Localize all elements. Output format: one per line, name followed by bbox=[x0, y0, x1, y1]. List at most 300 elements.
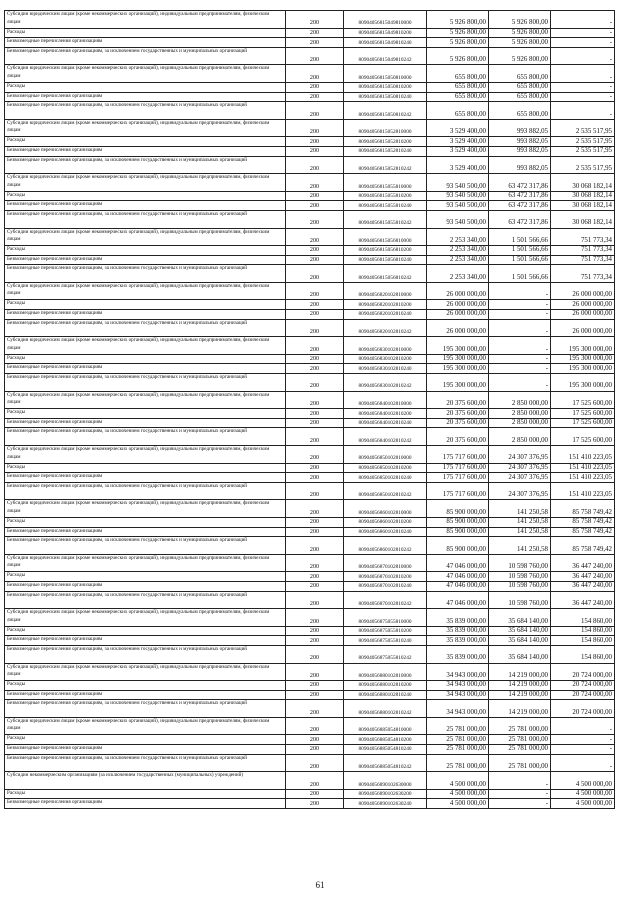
row-code-cell: 200 bbox=[286, 745, 344, 755]
row-code-cell: 200 bbox=[286, 28, 344, 38]
row-kbk-cell: 80904056815055810240 bbox=[344, 201, 427, 211]
row-assigned-cell: 2 253 340,00 bbox=[427, 265, 489, 283]
row-executed-cell: 1 501 566,66 bbox=[489, 246, 551, 256]
row-kbk-cell: 80904056870102810240 bbox=[344, 581, 427, 591]
row-name-cell: Субсидии юридическим лицам (кроме некоммерческих организаций), индивидуальным предпринимателям, физическим лицам bbox=[5, 554, 286, 572]
row-code-cell: 200 bbox=[286, 517, 344, 527]
row-assigned-cell: 93 540 500,00 bbox=[427, 210, 489, 228]
row-name-cell: Субсидии юридическим лицам (кроме некоммерческих организаций), индивидуальным предпринимателям, физическим лицам bbox=[5, 282, 286, 300]
row-kbk-cell: 80904056890102630240 bbox=[344, 799, 427, 809]
row-kbk-cell: 80904056815055810242 bbox=[344, 210, 427, 228]
row-code-cell: 200 bbox=[286, 735, 344, 745]
row-assigned-cell: 35 839 000,00 bbox=[427, 609, 489, 627]
row-kbk-cell: 80904056870102810242 bbox=[344, 591, 427, 609]
row-executed-cell: - bbox=[489, 354, 551, 364]
row-executed-cell: 655 800,00 bbox=[489, 65, 551, 83]
row-name-cell: Расходы bbox=[5, 409, 286, 419]
row-kbk-cell: 80904056885054810240 bbox=[344, 745, 427, 755]
row-executed-cell: 10 598 760,00 bbox=[489, 581, 551, 591]
row-kbk-cell: 80904056815050810000 bbox=[344, 65, 427, 83]
table-row bbox=[5, 690, 615, 700]
row-unexecuted-cell: 151 410 223,05 bbox=[551, 463, 615, 473]
row-executed-cell: 35 684 140,00 bbox=[489, 626, 551, 636]
row-assigned-cell: 34 943 000,00 bbox=[427, 690, 489, 700]
row-unexecuted-cell: 26 000 000,00 bbox=[551, 310, 615, 320]
row-kbk-cell: 80904056815049810240 bbox=[344, 38, 427, 48]
row-unexecuted-cell: 17 525 600,00 bbox=[551, 391, 615, 409]
row-executed-cell: - bbox=[489, 364, 551, 374]
table-row bbox=[5, 11, 615, 29]
table-row bbox=[5, 354, 615, 364]
row-code-cell: 200 bbox=[286, 717, 344, 735]
row-name-cell: Безвозмездные перечисления организациям bbox=[5, 745, 286, 755]
table-row bbox=[5, 174, 615, 192]
row-kbk-cell: 80904056830102810242 bbox=[344, 374, 427, 392]
table-row bbox=[5, 102, 615, 120]
row-code-cell: 200 bbox=[286, 690, 344, 700]
row-executed-cell: 655 800,00 bbox=[489, 82, 551, 92]
row-name-cell: Субсидии юридическим лицам (кроме некоммерческих организаций), индивидуальным предпринимателям, физическим лицам bbox=[5, 65, 286, 83]
row-assigned-cell: 34 943 000,00 bbox=[427, 663, 489, 681]
row-name-cell: Расходы bbox=[5, 137, 286, 147]
table-row bbox=[5, 700, 615, 718]
row-code-cell: 200 bbox=[286, 191, 344, 201]
row-executed-cell: 993 882,05 bbox=[489, 119, 551, 137]
row-kbk-cell: 80904056850102810242 bbox=[344, 482, 427, 500]
row-name-cell: Расходы bbox=[5, 463, 286, 473]
row-code-cell: 200 bbox=[286, 772, 344, 790]
row-code-cell: 200 bbox=[286, 156, 344, 174]
row-assigned-cell: 2 253 340,00 bbox=[427, 255, 489, 265]
row-name-cell: Безвозмездные перечисления организациям, за исключением государственных и муниципальных организаций bbox=[5, 591, 286, 609]
row-unexecuted-cell: 85 758 749,42 bbox=[551, 517, 615, 527]
row-unexecuted-cell: 2 535 517,95 bbox=[551, 146, 615, 156]
row-name-cell: Расходы bbox=[5, 300, 286, 310]
row-executed-cell: - bbox=[489, 310, 551, 320]
row-name-cell: Безвозмездные перечисления организациям bbox=[5, 527, 286, 537]
row-assigned-cell: 35 839 000,00 bbox=[427, 626, 489, 636]
row-unexecuted-cell: 26 000 000,00 bbox=[551, 319, 615, 337]
table-row bbox=[5, 717, 615, 735]
row-assigned-cell: 3 529 400,00 bbox=[427, 137, 489, 147]
row-assigned-cell: 5 926 800,00 bbox=[427, 47, 489, 65]
row-kbk-cell: 80904056820102810240 bbox=[344, 310, 427, 320]
row-assigned-cell: 3 529 400,00 bbox=[427, 156, 489, 174]
row-executed-cell: - bbox=[489, 374, 551, 392]
row-kbk-cell: 80904056850102810000 bbox=[344, 446, 427, 464]
row-assigned-cell: 195 300 000,00 bbox=[427, 364, 489, 374]
row-executed-cell: 1 501 566,66 bbox=[489, 228, 551, 246]
row-code-cell: 200 bbox=[286, 527, 344, 537]
row-executed-cell: 25 781 000,00 bbox=[489, 717, 551, 735]
row-assigned-cell: 20 375 600,00 bbox=[427, 391, 489, 409]
row-kbk-cell: 80904056880102810000 bbox=[344, 663, 427, 681]
row-code-cell: 200 bbox=[286, 246, 344, 256]
table-row bbox=[5, 119, 615, 137]
row-kbk-cell: 80904056840102810000 bbox=[344, 391, 427, 409]
row-code-cell: 200 bbox=[286, 364, 344, 374]
row-code-cell: 200 bbox=[286, 38, 344, 48]
row-name-cell: Безвозмездные перечисления организациям bbox=[5, 38, 286, 48]
row-assigned-cell: 3 529 400,00 bbox=[427, 119, 489, 137]
row-kbk-cell: 80904056820102810200 bbox=[344, 300, 427, 310]
row-executed-cell: 63 472 317,86 bbox=[489, 201, 551, 211]
row-name-cell: Расходы bbox=[5, 517, 286, 527]
row-executed-cell: 2 850 000,00 bbox=[489, 428, 551, 446]
table-row bbox=[5, 537, 615, 555]
row-assigned-cell: 3 529 400,00 bbox=[427, 146, 489, 156]
row-code-cell: 200 bbox=[286, 282, 344, 300]
page-number: 61 bbox=[315, 880, 325, 890]
row-name-cell: Субсидии юридическим лицам (кроме некоммерческих организаций), индивидуальным предпринимателям, физическим лицам bbox=[5, 119, 286, 137]
row-assigned-cell: 93 540 500,00 bbox=[427, 191, 489, 201]
row-assigned-cell: 5 926 800,00 bbox=[427, 38, 489, 48]
row-unexecuted-cell: - bbox=[551, 745, 615, 755]
row-code-cell: 200 bbox=[286, 119, 344, 137]
row-unexecuted-cell: 20 724 000,00 bbox=[551, 700, 615, 718]
row-assigned-cell: 26 000 000,00 bbox=[427, 310, 489, 320]
row-executed-cell: 14 219 000,00 bbox=[489, 690, 551, 700]
row-unexecuted-cell: - bbox=[551, 717, 615, 735]
row-unexecuted-cell: 30 068 182,14 bbox=[551, 210, 615, 228]
row-code-cell: 200 bbox=[286, 428, 344, 446]
row-assigned-cell: 93 540 500,00 bbox=[427, 174, 489, 192]
row-unexecuted-cell: 17 525 600,00 bbox=[551, 409, 615, 419]
row-assigned-cell: 35 839 000,00 bbox=[427, 645, 489, 663]
row-name-cell: Расходы bbox=[5, 191, 286, 201]
row-assigned-cell: 20 375 600,00 bbox=[427, 409, 489, 419]
row-executed-cell: 35 684 140,00 bbox=[489, 645, 551, 663]
row-code-cell: 200 bbox=[286, 319, 344, 337]
table-row bbox=[5, 319, 615, 337]
row-assigned-cell: 175 717 600,00 bbox=[427, 446, 489, 464]
row-executed-cell: 5 926 800,00 bbox=[489, 38, 551, 48]
row-executed-cell: 141 250,58 bbox=[489, 517, 551, 527]
row-kbk-cell: 80904056820102810242 bbox=[344, 319, 427, 337]
row-assigned-cell: 47 046 000,00 bbox=[427, 572, 489, 582]
row-executed-cell: - bbox=[489, 337, 551, 355]
table-row bbox=[5, 745, 615, 755]
table-row bbox=[5, 609, 615, 627]
row-code-cell: 200 bbox=[286, 537, 344, 555]
row-unexecuted-cell: - bbox=[551, 82, 615, 92]
row-code-cell: 200 bbox=[286, 446, 344, 464]
row-assigned-cell: 34 943 000,00 bbox=[427, 681, 489, 691]
row-assigned-cell: 26 000 000,00 bbox=[427, 300, 489, 310]
row-kbk-cell: 80904056815052810240 bbox=[344, 146, 427, 156]
row-assigned-cell: 26 000 000,00 bbox=[427, 319, 489, 337]
table-row bbox=[5, 517, 615, 527]
row-kbk-cell: 80904056815056810200 bbox=[344, 246, 427, 256]
row-kbk-cell: 80904056840102810242 bbox=[344, 428, 427, 446]
row-kbk-cell: 80904056850102810200 bbox=[344, 463, 427, 473]
row-assigned-cell: 655 800,00 bbox=[427, 82, 489, 92]
row-code-cell: 200 bbox=[286, 201, 344, 211]
row-assigned-cell: 25 781 000,00 bbox=[427, 735, 489, 745]
row-kbk-cell: 80904056860102810242 bbox=[344, 537, 427, 555]
row-name-cell: Безвозмездные перечисления организациям bbox=[5, 690, 286, 700]
table-row bbox=[5, 446, 615, 464]
table-row bbox=[5, 754, 615, 772]
table-row bbox=[5, 28, 615, 38]
row-code-cell: 200 bbox=[286, 210, 344, 228]
table-row bbox=[5, 38, 615, 48]
row-executed-cell: 2 850 000,00 bbox=[489, 418, 551, 428]
table-row bbox=[5, 527, 615, 537]
table-row bbox=[5, 156, 615, 174]
row-assigned-cell: 4 500 000,00 bbox=[427, 789, 489, 799]
row-name-cell: Безвозмездные перечисления организациям, за исключением государственных и муниципальных организаций bbox=[5, 156, 286, 174]
row-kbk-cell: 80904056815052810242 bbox=[344, 156, 427, 174]
row-executed-cell: 63 472 317,86 bbox=[489, 174, 551, 192]
row-code-cell: 200 bbox=[286, 11, 344, 29]
row-assigned-cell: 85 900 000,00 bbox=[427, 537, 489, 555]
row-name-cell: Расходы bbox=[5, 28, 286, 38]
row-unexecuted-cell: 26 000 000,00 bbox=[551, 282, 615, 300]
row-code-cell: 200 bbox=[286, 265, 344, 283]
row-name-cell: Безвозмездные перечисления организациям bbox=[5, 799, 286, 809]
row-executed-cell: 25 781 000,00 bbox=[489, 735, 551, 745]
row-assigned-cell: 85 900 000,00 bbox=[427, 527, 489, 537]
row-kbk-cell: 80904056815056810000 bbox=[344, 228, 427, 246]
row-name-cell: Безвозмездные перечисления организациям, за исключением государственных и муниципальных организаций bbox=[5, 754, 286, 772]
row-executed-cell: 141 250,58 bbox=[489, 500, 551, 518]
row-name-cell: Безвозмездные перечисления организациям bbox=[5, 146, 286, 156]
row-name-cell: Субсидии юридическим лицам (кроме некоммерческих организаций), индивидуальным предпринимателям, физическим лицам bbox=[5, 337, 286, 355]
row-name-cell: Расходы bbox=[5, 626, 286, 636]
table-row bbox=[5, 428, 615, 446]
row-executed-cell: 993 882,05 bbox=[489, 146, 551, 156]
row-executed-cell: 141 250,58 bbox=[489, 537, 551, 555]
row-code-cell: 200 bbox=[286, 300, 344, 310]
row-name-cell: Безвозмездные перечисления организациям bbox=[5, 581, 286, 591]
row-kbk-cell: 80904056885054810242 bbox=[344, 754, 427, 772]
row-executed-cell: 35 684 140,00 bbox=[489, 609, 551, 627]
row-code-cell: 200 bbox=[286, 65, 344, 83]
row-unexecuted-cell: 154 860,00 bbox=[551, 636, 615, 646]
row-name-cell: Безвозмездные перечисления организациям, за исключением государственных и муниципальных организаций bbox=[5, 210, 286, 228]
row-assigned-cell: 47 046 000,00 bbox=[427, 581, 489, 591]
row-kbk-cell: 80904056830102810000 bbox=[344, 337, 427, 355]
row-name-cell: Безвозмездные перечисления организациям, за исключением государственных и муниципальных организаций bbox=[5, 645, 286, 663]
row-name-cell: Субсидии юридическим лицам (кроме некоммерческих организаций), индивидуальным предпринимателям, физическим лицам bbox=[5, 717, 286, 735]
row-name-cell: Безвозмездные перечисления организациям bbox=[5, 364, 286, 374]
row-unexecuted-cell: 17 525 600,00 bbox=[551, 418, 615, 428]
row-kbk-cell: 80904056820102810000 bbox=[344, 282, 427, 300]
row-executed-cell: 1 501 566,66 bbox=[489, 255, 551, 265]
row-name-cell: Расходы bbox=[5, 82, 286, 92]
row-kbk-cell: 80904056815056810242 bbox=[344, 265, 427, 283]
table-row bbox=[5, 554, 615, 572]
row-assigned-cell: 35 839 000,00 bbox=[427, 636, 489, 646]
row-assigned-cell: 25 781 000,00 bbox=[427, 717, 489, 735]
row-executed-cell: 993 882,05 bbox=[489, 137, 551, 147]
row-unexecuted-cell: 36 447 240,00 bbox=[551, 581, 615, 591]
row-unexecuted-cell: 4 500 000,00 bbox=[551, 799, 615, 809]
row-unexecuted-cell: 751 773,34 bbox=[551, 265, 615, 283]
row-code-cell: 200 bbox=[286, 228, 344, 246]
row-code-cell: 200 bbox=[286, 663, 344, 681]
row-code-cell: 200 bbox=[286, 636, 344, 646]
row-executed-cell: 2 850 000,00 bbox=[489, 391, 551, 409]
row-executed-cell: - bbox=[489, 789, 551, 799]
row-code-cell: 200 bbox=[286, 137, 344, 147]
row-unexecuted-cell: 85 758 749,42 bbox=[551, 537, 615, 555]
row-executed-cell: 24 307 376,95 bbox=[489, 473, 551, 483]
row-unexecuted-cell: 30 068 182,14 bbox=[551, 201, 615, 211]
row-code-cell: 200 bbox=[286, 554, 344, 572]
row-unexecuted-cell: 20 724 000,00 bbox=[551, 690, 615, 700]
row-executed-cell: 655 800,00 bbox=[489, 102, 551, 120]
row-assigned-cell: 2 253 340,00 bbox=[427, 246, 489, 256]
row-unexecuted-cell: 195 300 000,00 bbox=[551, 337, 615, 355]
table-row bbox=[5, 789, 615, 799]
row-kbk-cell: 80904056880102810200 bbox=[344, 681, 427, 691]
table-row bbox=[5, 581, 615, 591]
row-unexecuted-cell: 151 410 223,05 bbox=[551, 473, 615, 483]
row-name-cell: Субсидии юридическим лицам (кроме некоммерческих организаций), индивидуальным предпринимателям, физическим лицам bbox=[5, 446, 286, 464]
row-assigned-cell: 20 375 600,00 bbox=[427, 418, 489, 428]
row-unexecuted-cell: 17 525 600,00 bbox=[551, 428, 615, 446]
row-code-cell: 200 bbox=[286, 374, 344, 392]
row-kbk-cell: 80904056890102630000 bbox=[344, 772, 427, 790]
row-kbk-cell: 80904056860102810240 bbox=[344, 527, 427, 537]
table-row bbox=[5, 82, 615, 92]
row-unexecuted-cell: - bbox=[551, 65, 615, 83]
row-executed-cell: 24 307 376,95 bbox=[489, 463, 551, 473]
row-kbk-cell: 80904056830102810240 bbox=[344, 364, 427, 374]
row-assigned-cell: 85 900 000,00 bbox=[427, 517, 489, 527]
row-code-cell: 200 bbox=[286, 799, 344, 809]
row-kbk-cell: 80904056860102810000 bbox=[344, 500, 427, 518]
row-kbk-cell: 80904056885054810000 bbox=[344, 717, 427, 735]
table-row bbox=[5, 626, 615, 636]
row-kbk-cell: 80904056875055810000 bbox=[344, 609, 427, 627]
row-code-cell: 200 bbox=[286, 572, 344, 582]
row-kbk-cell: 80904056815052810200 bbox=[344, 137, 427, 147]
row-unexecuted-cell: 154 860,00 bbox=[551, 626, 615, 636]
row-assigned-cell: 175 717 600,00 bbox=[427, 463, 489, 473]
table-row bbox=[5, 246, 615, 256]
row-code-cell: 200 bbox=[286, 337, 344, 355]
row-code-cell: 200 bbox=[286, 482, 344, 500]
row-name-cell: Безвозмездные перечисления организациям, за исключением государственных и муниципальных организаций bbox=[5, 102, 286, 120]
row-name-cell: Субсидии юридическим лицам (кроме некоммерческих организаций), индивидуальным предпринимателям, физическим лицам bbox=[5, 500, 286, 518]
row-name-cell: Субсидии некоммерческим организациям (за исключением государственных (муниципальных) учреждений) bbox=[5, 772, 286, 790]
row-unexecuted-cell: 154 860,00 bbox=[551, 645, 615, 663]
row-assigned-cell: 20 375 600,00 bbox=[427, 428, 489, 446]
row-name-cell: Расходы bbox=[5, 681, 286, 691]
row-kbk-cell: 80904056870102810200 bbox=[344, 572, 427, 582]
row-unexecuted-cell: 85 758 749,42 bbox=[551, 500, 615, 518]
row-code-cell: 200 bbox=[286, 681, 344, 691]
table-row bbox=[5, 201, 615, 211]
row-kbk-cell: 80904056880102810242 bbox=[344, 700, 427, 718]
table-row bbox=[5, 47, 615, 65]
table-row bbox=[5, 300, 615, 310]
row-unexecuted-cell: 30 068 182,14 bbox=[551, 174, 615, 192]
row-name-cell: Безвозмездные перечисления организациям, за исключением государственных и муниципальных организаций bbox=[5, 374, 286, 392]
row-code-cell: 200 bbox=[286, 500, 344, 518]
row-executed-cell: 5 926 800,00 bbox=[489, 11, 551, 29]
row-assigned-cell: 47 046 000,00 bbox=[427, 591, 489, 609]
table-row bbox=[5, 463, 615, 473]
row-code-cell: 200 bbox=[286, 626, 344, 636]
row-code-cell: 200 bbox=[286, 463, 344, 473]
row-name-cell: Безвозмездные перечисления организациям, за исключением государственных и муниципальных организаций bbox=[5, 265, 286, 283]
row-code-cell: 200 bbox=[286, 82, 344, 92]
row-executed-cell: 993 882,05 bbox=[489, 156, 551, 174]
row-executed-cell: 63 472 317,86 bbox=[489, 191, 551, 201]
row-executed-cell: 10 598 760,00 bbox=[489, 591, 551, 609]
row-code-cell: 200 bbox=[286, 391, 344, 409]
row-unexecuted-cell: 20 724 000,00 bbox=[551, 663, 615, 681]
row-unexecuted-cell: 26 000 000,00 bbox=[551, 300, 615, 310]
row-executed-cell: 10 598 760,00 bbox=[489, 554, 551, 572]
row-name-cell: Расходы bbox=[5, 735, 286, 745]
row-kbk-cell: 80904056815050810200 bbox=[344, 82, 427, 92]
row-code-cell: 200 bbox=[286, 754, 344, 772]
row-code-cell: 200 bbox=[286, 102, 344, 120]
table-row bbox=[5, 310, 615, 320]
row-kbk-cell: 80904056830102810200 bbox=[344, 354, 427, 364]
row-code-cell: 200 bbox=[286, 354, 344, 364]
table-row bbox=[5, 663, 615, 681]
row-unexecuted-cell: 85 758 749,42 bbox=[551, 527, 615, 537]
row-unexecuted-cell: 2 535 517,95 bbox=[551, 156, 615, 174]
table-row bbox=[5, 228, 615, 246]
table-row bbox=[5, 409, 615, 419]
row-kbk-cell: 80904056860102810200 bbox=[344, 517, 427, 527]
row-name-cell: Безвозмездные перечисления организациям, за исключением государственных и муниципальных организаций bbox=[5, 537, 286, 555]
row-unexecuted-cell: 36 447 240,00 bbox=[551, 572, 615, 582]
row-executed-cell: 25 781 000,00 bbox=[489, 745, 551, 755]
row-code-cell: 200 bbox=[286, 418, 344, 428]
row-executed-cell: 25 781 000,00 bbox=[489, 754, 551, 772]
row-kbk-cell: 80904056815050810242 bbox=[344, 102, 427, 120]
row-kbk-cell: 80904056870102810000 bbox=[344, 554, 427, 572]
row-kbk-cell: 80904056815056810240 bbox=[344, 255, 427, 265]
row-code-cell: 200 bbox=[286, 609, 344, 627]
row-kbk-cell: 80904056840102810200 bbox=[344, 409, 427, 419]
row-executed-cell: 1 501 566,66 bbox=[489, 265, 551, 283]
row-name-cell: Субсидии юридическим лицам (кроме некоммерческих организаций), индивидуальным предпринимателям, физическим лицам bbox=[5, 228, 286, 246]
row-name-cell: Безвозмездные перечисления организациям, за исключением государственных и муниципальных организаций bbox=[5, 319, 286, 337]
row-executed-cell: 5 926 800,00 bbox=[489, 28, 551, 38]
row-kbk-cell: 80904056815049810242 bbox=[344, 47, 427, 65]
row-code-cell: 200 bbox=[286, 645, 344, 663]
table-row bbox=[5, 799, 615, 809]
row-unexecuted-cell: 195 300 000,00 bbox=[551, 364, 615, 374]
row-executed-cell: 24 307 376,95 bbox=[489, 482, 551, 500]
table-row bbox=[5, 337, 615, 355]
row-unexecuted-cell: 4 500 000,00 bbox=[551, 772, 615, 790]
row-assigned-cell: 4 500 000,00 bbox=[427, 799, 489, 809]
row-name-cell: Безвозмездные перечисления организациям, за исключением государственных и муниципальных организаций bbox=[5, 482, 286, 500]
row-assigned-cell: 47 046 000,00 bbox=[427, 554, 489, 572]
row-assigned-cell: 655 800,00 bbox=[427, 102, 489, 120]
row-assigned-cell: 34 943 000,00 bbox=[427, 700, 489, 718]
row-unexecuted-cell: 751 773,34 bbox=[551, 246, 615, 256]
row-executed-cell: - bbox=[489, 319, 551, 337]
row-code-cell: 200 bbox=[286, 473, 344, 483]
table-row bbox=[5, 210, 615, 228]
row-name-cell: Безвозмездные перечисления организациям bbox=[5, 636, 286, 646]
row-executed-cell: 2 850 000,00 bbox=[489, 409, 551, 419]
table-row bbox=[5, 645, 615, 663]
row-kbk-cell: 80904056875055810200 bbox=[344, 626, 427, 636]
row-executed-cell: 63 472 317,86 bbox=[489, 210, 551, 228]
